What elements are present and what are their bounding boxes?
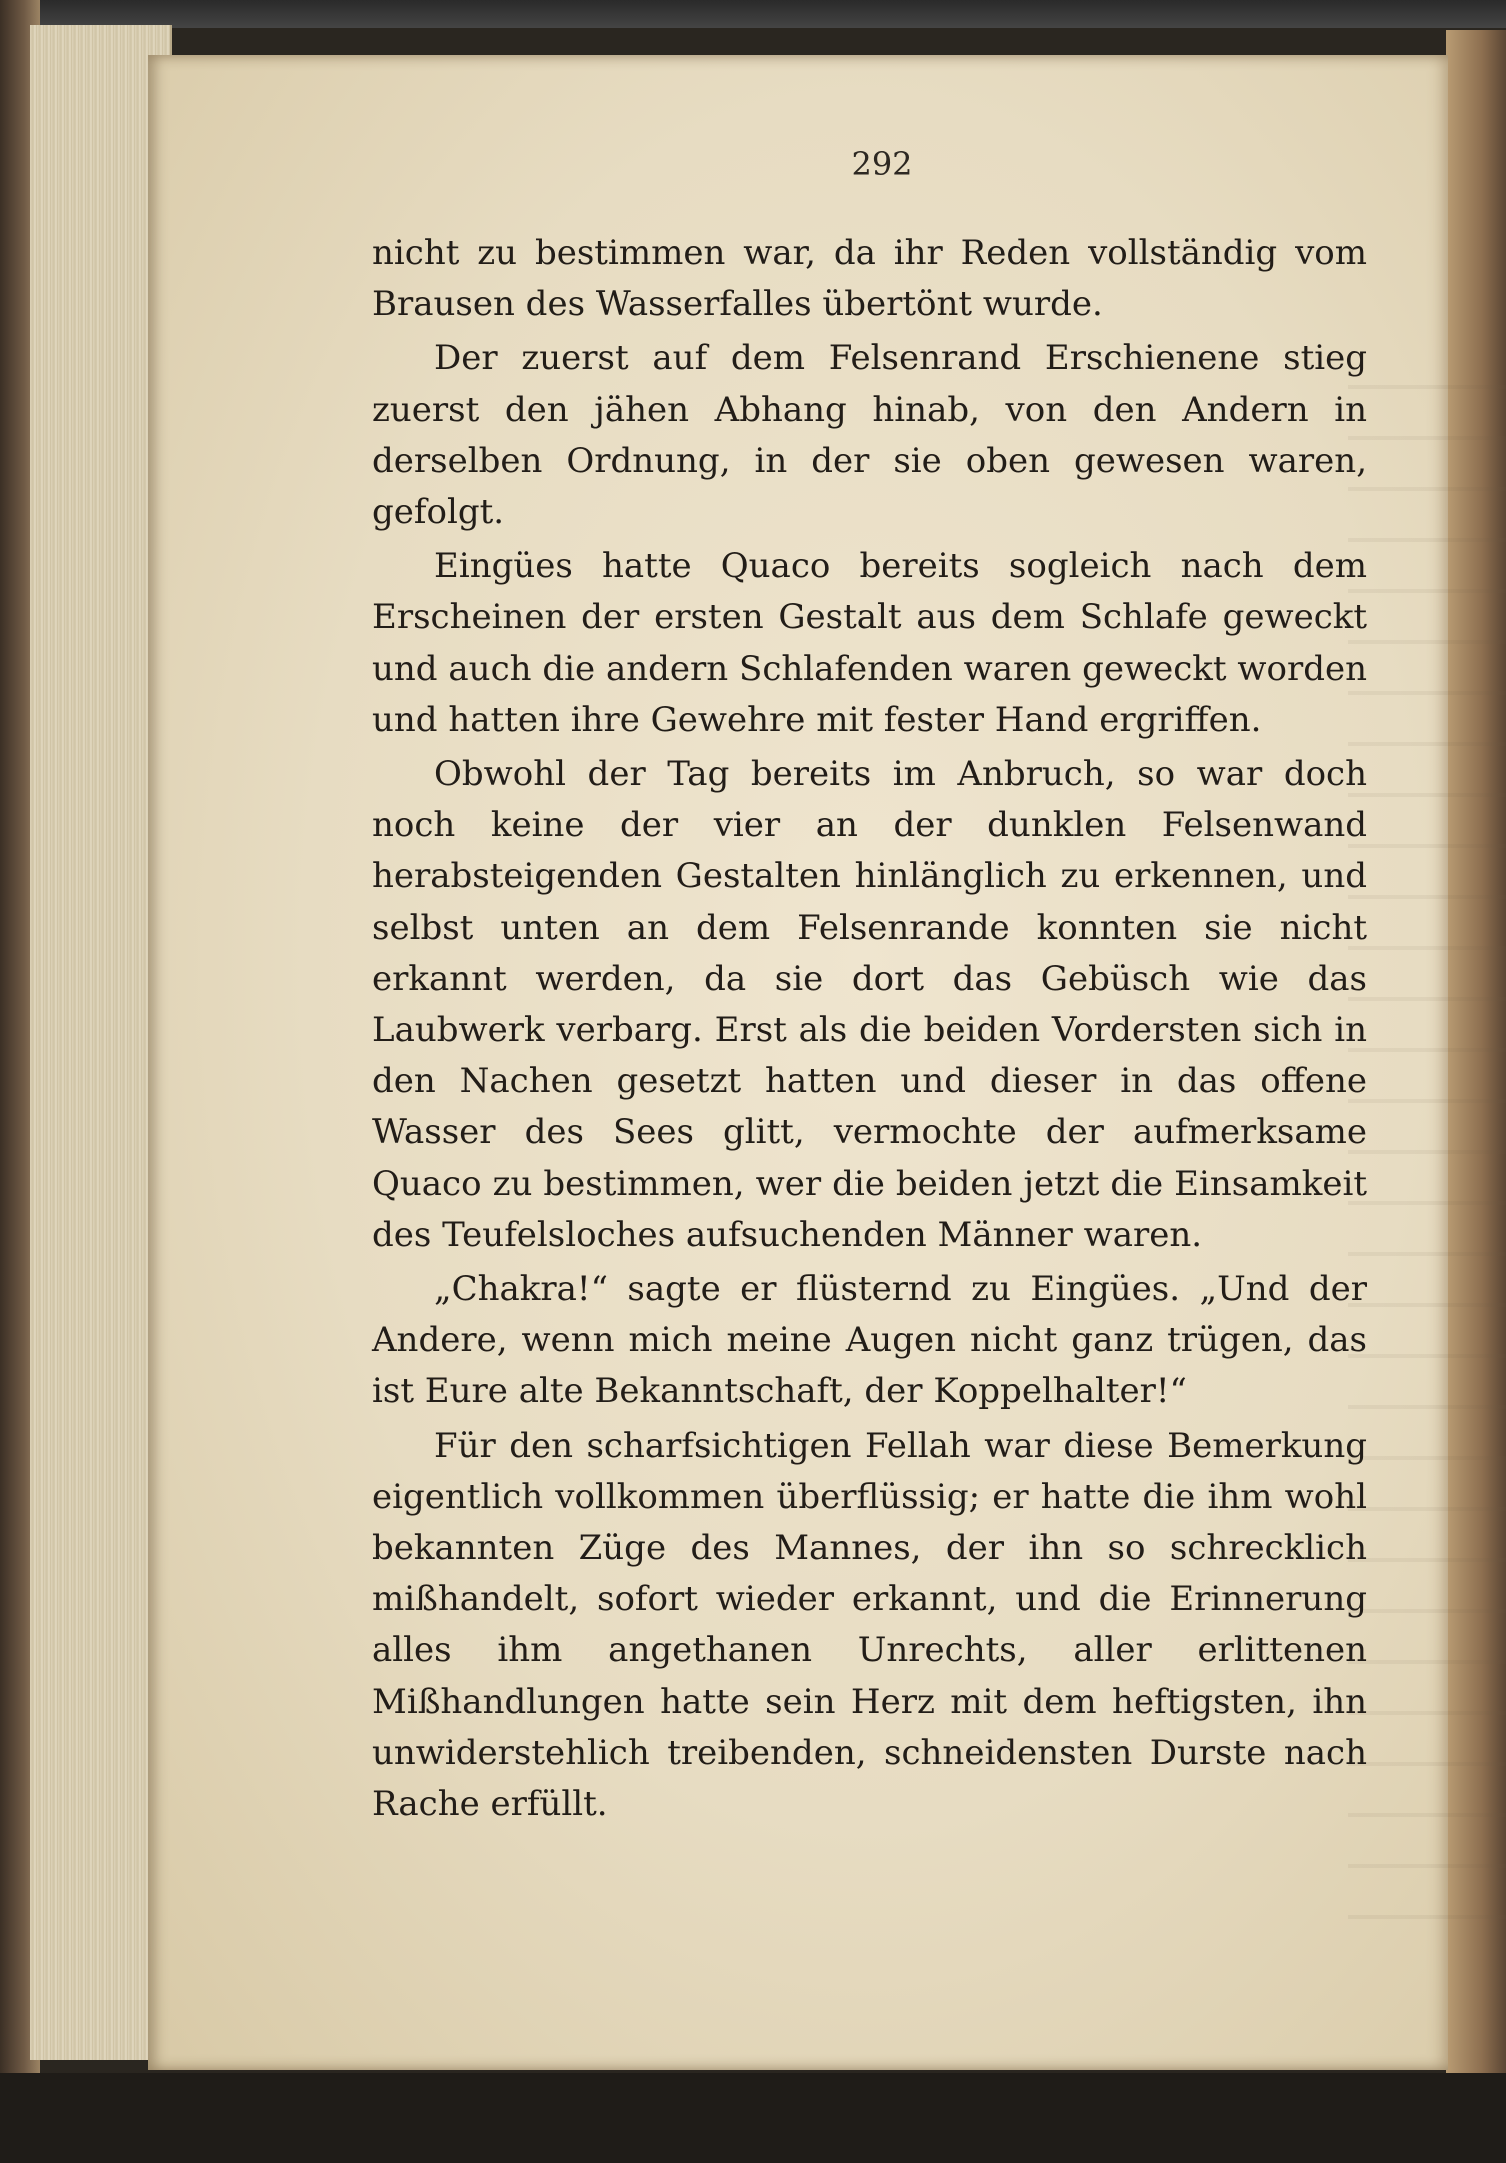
paragraph: nicht zu bestimmen war, da ihr Reden vollständig vom Brausen des Wasserfalles übertönt wurde. [372, 233, 1367, 325]
body-text [372, 228, 1367, 1833]
paragraph: „Chakra!“ sagte er flüsternd zu Eingües. „Und der Andere, wenn mich meine Augen nicht ganz trügen, das ist Eure alte Bekanntschaft, der Koppelhalter!“ [372, 1269, 1367, 1412]
paragraph: Obwohl der Tag bereits im Anbruch, so war doch noch keine der vier an der dunklen Felsenwand herabsteigenden Gestalten hinlänglich zu erkennen, und selbst unten an dem Felsenrande konnten sie nicht erkannt werden, da sie dort das Gebüsch wie das Laubwerk verbarg. Erst als die beiden Vordersten sich in den Nachen gesetzt hatten und dieser in das offene Wasser des Sees glitt, vermochte der aufmerksame Quaco zu bestimmen, wer die beiden jetzt die Einsamkeit des Teufelsloches aufsuchenden Männer waren. [372, 754, 1367, 1255]
show-through-text [1348, 355, 1506, 1955]
background-bottom [0, 2073, 1506, 2163]
book-cover-top [0, 0, 1506, 28]
paragraph: Der zuerst auf dem Felsenrand Erschienene stieg zuerst den jähen Abhang hinab, von den Andern in derselben Ordnung, in der sie oben gewesen waren, gefolgt. [372, 338, 1367, 533]
paragraph: Für den scharfsichtigen Fellah war diese Bemerkung eigentlich vollkommen überflüssig; er hatte die ihm wohl bekannten Züge des Mannes, der ihn so schrecklich mißhandelt, sofort wieder erkannt, und die Erinnerung alles ihm angethanen Unrechts, aller erlittenen Mißhandlungen hatte sein Herz mit dem heftigsten, ihn unwiderstehlich treibenden, schneidensten Durste nach Rache erfüllt. [372, 1425, 1367, 1825]
paragraph: Eingües hatte Quaco bereits sogleich nach dem Erscheinen der ersten Gestalt aus dem Schlafe geweckt und auch die andern Schlafenden waren geweckt worden und hatten ihre Gewehre mit fester Hand ergriffen. [372, 546, 1367, 740]
page-number: 292 [851, 145, 913, 183]
